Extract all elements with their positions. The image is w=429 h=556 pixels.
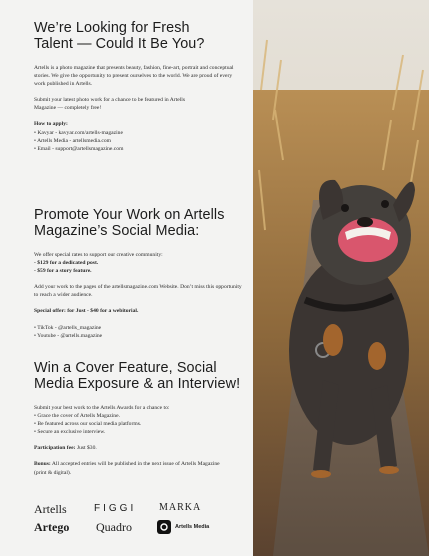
partner-logos [34,500,242,540]
artego-logo: Artego [34,520,70,534]
section-awards [34,360,242,477]
bonus-line [34,460,229,476]
section-social-promo [34,207,242,340]
website-paragraph: Add your work to the pages of the artellsmagazine.com Website. Don’t miss this opportunity to reach a wider audience. [34,284,242,299]
section-title: We’re Looking for Fresh Talent — Could It Be You? [34,20,205,52]
artells-media-icon [157,520,171,534]
section-title: Win a Cover Feature, Social Media Exposure & an Interview! [34,360,241,392]
quadro-logo: Quadro [96,520,132,534]
list-item: • Be featured across our social media platforms. [34,420,242,428]
submit-paragraph: Submit your latest photo work for a chance to be featured in Artells Magazine — completely free! [34,97,185,112]
list-item[interactable]: • Kavyar - kavyar.com/artells-magazine [34,129,242,137]
list-item[interactable]: • TikTok - @artells_magazine [34,324,242,332]
list-item[interactable]: • Artells Media - artellsmedia.com [34,137,242,145]
figgi-logo: FIGGI [94,503,137,514]
list-item: • Secure an exclusive interview. [34,428,242,436]
awards-intro: Submit your best work to the Artells Awards for a chance to: [34,405,170,411]
rates-intro: We offer special rates to support our creative community: [34,252,163,258]
artells-logo: Artells [34,502,67,516]
marka-logo: MARKA [159,502,202,513]
rate-post [34,259,242,267]
list-item[interactable]: • Email - support@artellsmagazine.com [34,145,242,153]
artells-media-logo [157,518,210,536]
list-item[interactable]: • Youtube - @artells.magazine [34,332,242,340]
how-to-apply-text: How to apply: [34,121,68,128]
how-to-apply-label [34,120,242,128]
apply-list [34,129,242,153]
intro-paragraph: Artells is a photo magazine that presents beauty, fashion, fine-art, portrait and conceptual stories. We give the opportunity to present ourselves to the world. We are proud of every work published in Artells. [34,65,234,88]
social-list [34,324,242,340]
dog-photo [253,0,429,556]
artells-media-logo-text: Artells Media [175,524,210,531]
fee-line [34,444,242,452]
section-fresh-talent [34,20,242,153]
special-offer [34,307,242,315]
section-title: Promote Your Work on Artells Magazine’s Social Media: [34,207,225,239]
special-offer-text: Special offer: for Just - $40 for a webitorial. [34,308,139,315]
rate-story-text: - $59 for a story feature. [34,268,92,275]
running-dog-image [253,0,429,556]
bonus-label: Bonus: [34,461,51,468]
rate-story [34,267,242,275]
rate-post-text: - $129 for a dedicated post. [34,260,99,267]
fee-value: Just $30. [76,445,97,452]
list-item: • Grace the cover of Artells Magazine. [34,412,242,420]
bonus-text: All accepted entries will be published in the next issue of Artells Magazine (print & digital). [34,461,220,476]
awards-list [34,412,242,436]
fee-label: Participation fee: [34,445,76,452]
